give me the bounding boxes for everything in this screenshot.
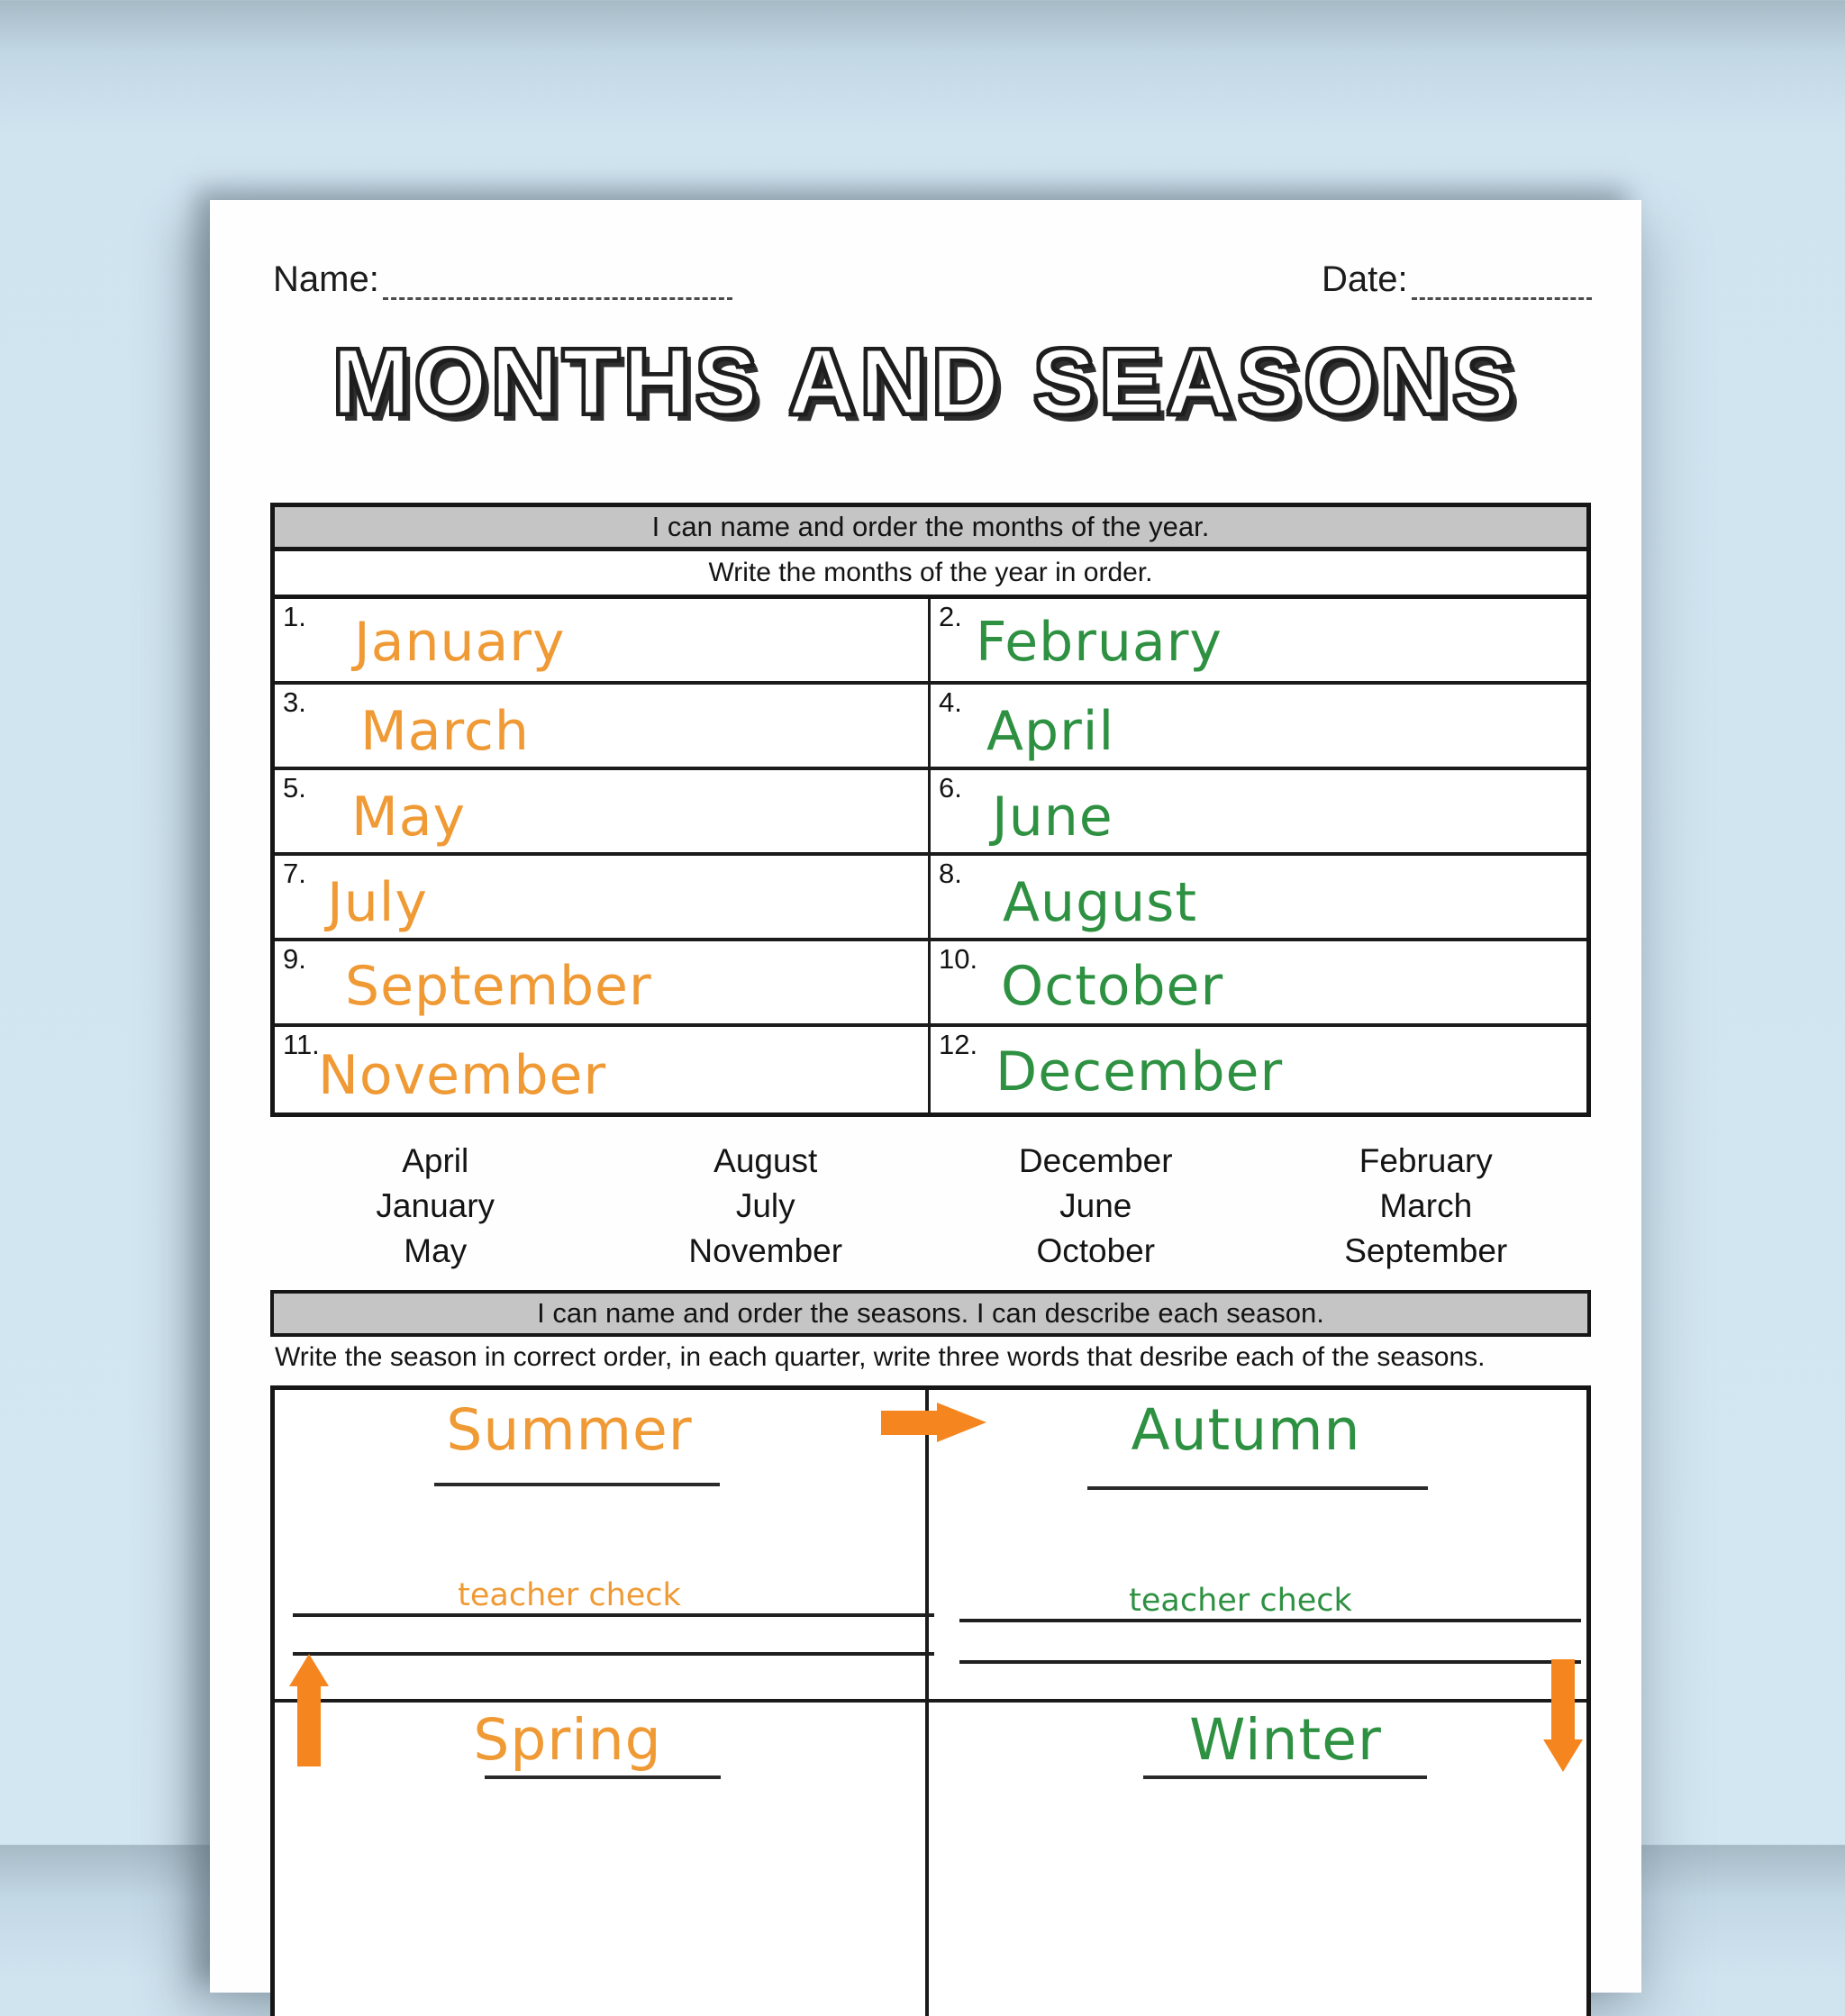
month-answer: November — [318, 1044, 607, 1107]
date-field — [1322, 259, 1592, 300]
month-answer: May — [351, 786, 467, 849]
page-title: MONTHS AND SEASONS — [332, 330, 1519, 433]
seasons-objective-banner: I can name and order the seasons. I can describe each season. — [270, 1290, 1591, 1337]
month-cell — [931, 941, 1586, 1027]
date-blank-line — [1412, 261, 1592, 300]
cell-number: 2. — [939, 601, 962, 632]
month-answer: March — [360, 700, 530, 763]
word-bank-item: August — [713, 1142, 818, 1179]
months-table — [270, 503, 1591, 1117]
word-bank-column — [270, 1139, 601, 1274]
month-cell — [275, 685, 931, 770]
month-answer: June — [992, 786, 1113, 849]
word-bank — [270, 1139, 1591, 1274]
cell-number: 5. — [283, 772, 306, 804]
cell-number: 10. — [939, 943, 978, 975]
month-answer: February — [976, 611, 1222, 674]
season-underline — [485, 1775, 721, 1779]
arrow-down-icon — [1543, 1659, 1583, 1772]
word-bank-item: June — [1059, 1187, 1132, 1224]
word-bank-item: February — [1359, 1142, 1493, 1179]
word-bank-item: March — [1379, 1187, 1473, 1224]
word-bank-item: December — [1018, 1142, 1173, 1179]
arrow-right-icon — [881, 1403, 986, 1442]
seasons-table — [270, 1385, 1591, 2016]
season-answer-summer: Summer — [446, 1397, 693, 1463]
cell-number: 3. — [283, 686, 306, 718]
arrow-up-icon — [289, 1654, 329, 1766]
word-bank-item: September — [1344, 1232, 1508, 1269]
arrow-shaft — [297, 1685, 321, 1766]
months-instruction: Write the months of the year in order. — [275, 551, 1586, 599]
months-objective-banner: I can name and order the months of the year. — [275, 507, 1586, 551]
month-cell — [931, 599, 1586, 685]
name-field — [273, 259, 732, 300]
name-label: Name: — [273, 259, 379, 299]
seasons-vertical-divider — [925, 1390, 929, 2016]
seasons-instruction: Write the season in correct order, in each quarter, write three words that desribe each of the seasons. — [275, 1342, 1486, 1372]
worksheet-paper — [210, 200, 1641, 1993]
word-bank-item: November — [688, 1232, 843, 1269]
seasons-horizontal-divider — [275, 1699, 1586, 1703]
arrow-head — [937, 1403, 986, 1442]
writing-line — [293, 1613, 934, 1617]
cell-number: 6. — [939, 772, 962, 804]
arrow-shaft — [1551, 1659, 1575, 1740]
date-label: Date: — [1322, 259, 1408, 299]
months-grid — [275, 599, 1586, 1112]
cell-number: 8. — [939, 858, 962, 889]
writing-line — [959, 1619, 1581, 1622]
season-underline — [1143, 1775, 1427, 1779]
name-blank-line — [383, 261, 732, 300]
month-cell — [931, 856, 1586, 941]
month-answer: April — [986, 700, 1115, 763]
month-cell — [931, 770, 1586, 856]
month-answer: August — [1003, 871, 1197, 934]
month-cell — [931, 1027, 1586, 1112]
month-answer: September — [345, 955, 652, 1018]
word-bank-item: October — [1036, 1232, 1156, 1269]
word-bank-column — [1261, 1139, 1592, 1274]
cell-number: 9. — [283, 943, 306, 975]
month-cell — [275, 941, 931, 1027]
month-answer: December — [995, 1040, 1284, 1103]
month-answer: October — [1001, 955, 1224, 1018]
word-bank-item: July — [735, 1187, 795, 1224]
cell-number: 12. — [939, 1029, 978, 1060]
arrow-head — [289, 1654, 329, 1686]
cell-number: 1. — [283, 601, 306, 632]
word-bank-item: May — [404, 1232, 468, 1269]
writing-line — [959, 1660, 1581, 1664]
season-answer-winter: Winter — [1189, 1707, 1382, 1773]
word-bank-column — [931, 1139, 1261, 1274]
season-answer-autumn: Autumn — [1131, 1397, 1361, 1463]
month-answer: July — [327, 871, 428, 934]
arrow-shaft — [881, 1411, 937, 1435]
season-underline — [1087, 1486, 1428, 1490]
writing-line — [293, 1652, 934, 1656]
month-cell — [275, 856, 931, 941]
word-bank-column — [601, 1139, 932, 1274]
month-cell — [275, 599, 931, 685]
word-bank-item: April — [402, 1142, 469, 1179]
month-cell — [275, 770, 931, 856]
month-answer: January — [354, 611, 566, 674]
season-underline — [434, 1483, 720, 1486]
arrow-head — [1543, 1739, 1583, 1772]
teacher-check-label: teacher check — [1129, 1583, 1352, 1619]
cell-number: 7. — [283, 858, 306, 889]
cell-number: 4. — [939, 686, 962, 718]
word-bank-item: January — [376, 1187, 495, 1224]
teacher-check-label: teacher check — [458, 1577, 681, 1613]
cell-number: 11. — [283, 1029, 320, 1060]
month-cell — [275, 1027, 931, 1112]
month-cell — [931, 685, 1586, 770]
season-answer-spring: Spring — [473, 1707, 662, 1773]
